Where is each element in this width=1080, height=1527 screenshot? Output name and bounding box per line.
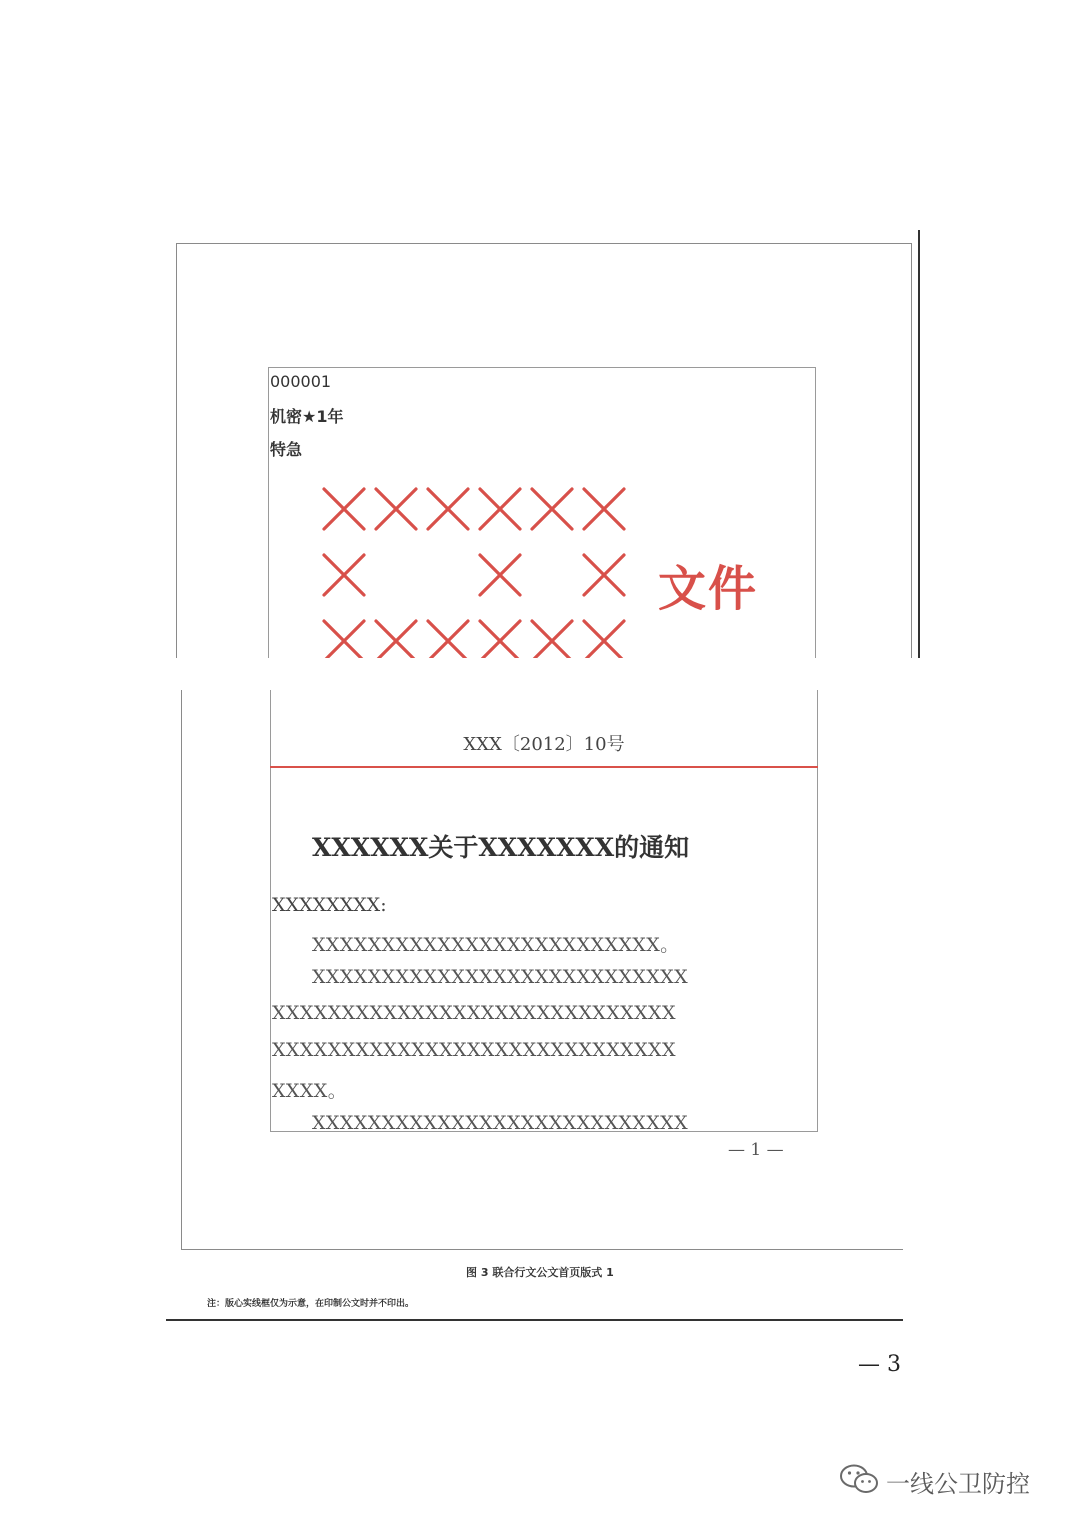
issuer-x-mark [318, 483, 370, 543]
urgency-level: 特急 [270, 440, 303, 459]
issuer-x-blank [526, 549, 578, 609]
wechat-icon [838, 1462, 880, 1500]
issuer-x-mark [578, 549, 630, 609]
notice-title: XXXXXX关于XXXXXXX的通知 [312, 833, 690, 862]
body-line: XXXXXXXXXXXXXXXXXXXXXXXXXXX [312, 1112, 689, 1134]
red-separator-line [270, 766, 818, 768]
page-bottom-rule [166, 1319, 903, 1321]
issuer-x-mark [370, 483, 422, 543]
outer-page-edge [918, 230, 920, 658]
document-number: XXX〔2012〕10号 [463, 734, 625, 755]
issuer-x-blank [422, 549, 474, 609]
body-line: XXXXXXXXXXXXXXXXXXXXXXXXXXXXX [272, 1039, 676, 1061]
notice-salutation: XXXXXXXX: [272, 894, 387, 916]
issuer-x-mark [526, 483, 578, 543]
figure-caption: 图 3 联合行文公文首页版式 1 [466, 1266, 614, 1279]
figure-note: 注：版心实线框仅为示意，在印制公文时并不印出。 [207, 1299, 415, 1309]
issuer-x-mark [318, 549, 370, 609]
body-line: XXXXXXXXXXXXXXXXXXXXXXXXX。 [312, 934, 680, 956]
watermark [838, 1462, 1030, 1500]
serial-number: 000001 [270, 372, 332, 391]
issuer-mark-row [318, 483, 636, 549]
issuer-mark-row [318, 549, 636, 615]
outer-page-number: — 3 [858, 1352, 901, 1377]
issuer-x-mark [474, 483, 526, 543]
issuer-x-blank [370, 549, 422, 609]
body-line: XXXX。 [272, 1080, 348, 1102]
body-line: XXXXXXXXXXXXXXXXXXXXXXXXXXX [312, 966, 689, 988]
issuer-x-mark [422, 483, 474, 543]
security-level: 机密★1年 [270, 407, 344, 426]
issuer-mark-word: 文件 [658, 561, 759, 617]
issuer-x-mark [578, 483, 630, 543]
watermark-text: 一线公卫防控 [886, 1469, 1030, 1498]
body-line: XXXXXXXXXXXXXXXXXXXXXXXXXXXXX [272, 1002, 676, 1024]
scan-gap [0, 658, 1080, 690]
inner-page-number: — 1 — [728, 1140, 784, 1160]
issuer-x-mark [474, 549, 526, 609]
issuer-mark-grid [318, 483, 636, 681]
